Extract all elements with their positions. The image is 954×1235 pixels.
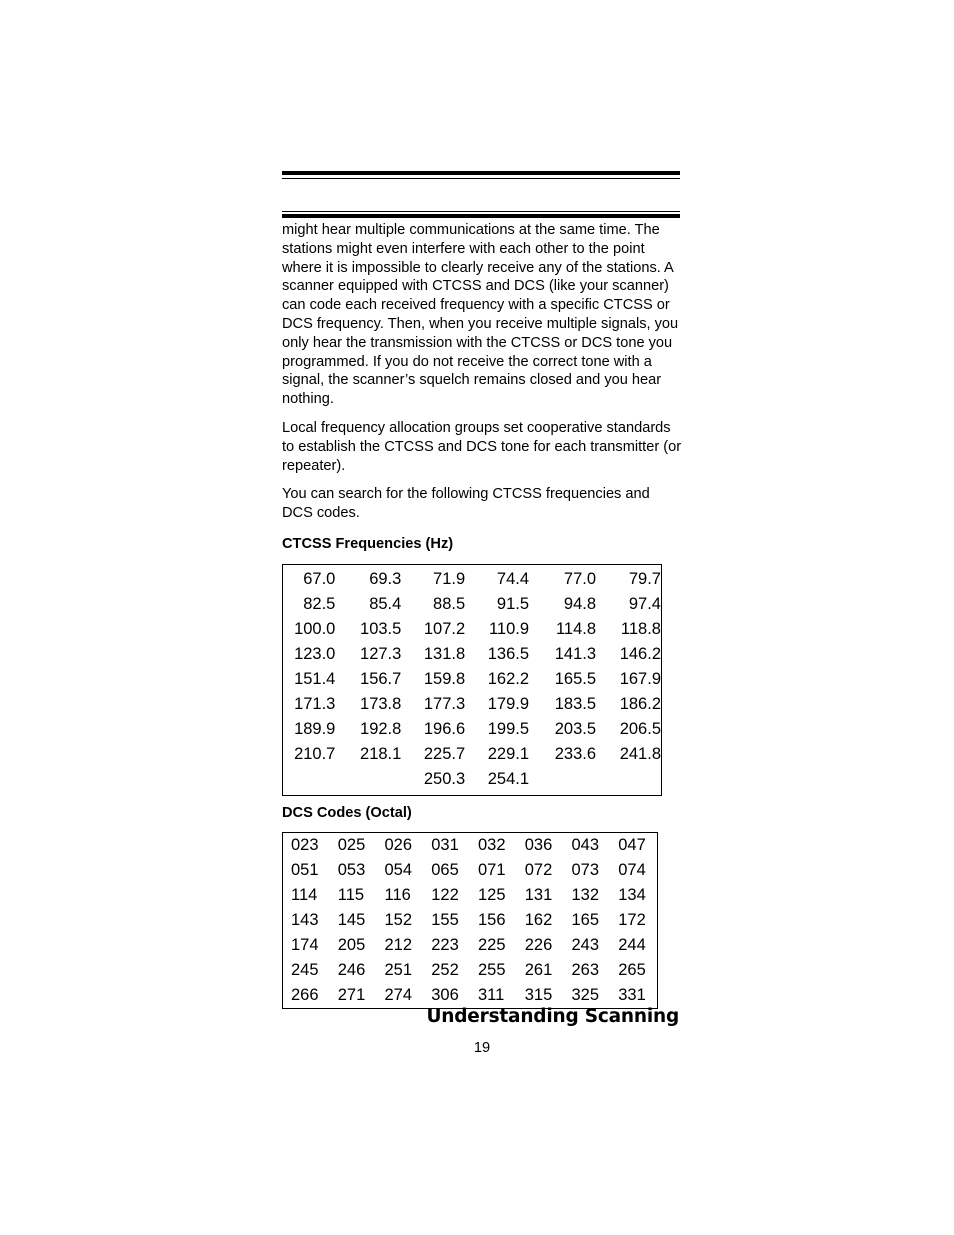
table-row	[283, 883, 658, 908]
table-cell: 172	[618, 910, 646, 929]
table-cell: 97.4	[628, 594, 661, 613]
table-cell: 271	[337, 985, 366, 1004]
table-cell: 026	[384, 835, 413, 854]
table-cell: 165.5	[554, 669, 597, 688]
page-number: 19	[473, 1040, 491, 1056]
table-row	[283, 717, 662, 742]
table-cell: 141.3	[554, 644, 597, 663]
table-row	[283, 767, 662, 796]
table-row	[283, 832, 658, 858]
table-cell: 251	[384, 960, 413, 979]
table-cell: 131.8	[423, 644, 466, 663]
table-cell: 047	[618, 835, 646, 854]
table-cell: 255	[478, 960, 506, 979]
table-cell: 173.8	[360, 694, 402, 713]
header-rule-thick-top	[282, 171, 680, 175]
table-cell: 174	[291, 935, 319, 954]
table-cell: 025	[337, 835, 366, 854]
table-cell: 218.1	[360, 744, 402, 763]
table-cell: 053	[337, 860, 366, 879]
table-cell: 212	[384, 935, 413, 954]
table-cell: 254.1	[487, 769, 530, 788]
page-body	[282, 221, 682, 1009]
table-cell: 233.6	[554, 744, 597, 763]
table-cell: 241.8	[619, 744, 661, 763]
table-cell: 123.0	[294, 644, 336, 663]
table-cell: 116	[384, 885, 411, 904]
table-cell: 77.0	[563, 569, 597, 588]
table-row	[283, 908, 658, 933]
table-cell: 189.9	[294, 719, 336, 738]
table-cell: 192.8	[360, 719, 402, 738]
table-cell: 143	[291, 910, 319, 929]
table-cell: 136.5	[487, 644, 530, 663]
table-cell: 165	[571, 910, 600, 929]
table-cell: 162	[524, 910, 553, 929]
table-cell: 331	[618, 985, 646, 1004]
table-cell: 071	[478, 860, 506, 879]
table-row	[283, 617, 662, 642]
dcs-code-table	[282, 832, 658, 1009]
dcs-heading: DCS Codes (Octal)	[282, 804, 412, 821]
table-cell: 243	[571, 935, 600, 954]
table-cell: 203.5	[554, 719, 597, 738]
table-cell: 226	[524, 935, 553, 954]
table-cell	[529, 767, 596, 796]
table-cell: 118.8	[620, 619, 661, 638]
table-cell: 065	[431, 860, 459, 879]
table-cell: 072	[524, 860, 553, 879]
table-cell: 71.9	[433, 569, 466, 588]
table-cell: 179.9	[487, 694, 530, 713]
table-cell: 103.5	[360, 619, 402, 638]
table-cell: 325	[571, 985, 600, 1004]
table-cell: 274	[384, 985, 413, 1004]
table-row	[283, 667, 662, 692]
table-cell: 250.3	[423, 769, 466, 788]
table-cell: 245	[291, 960, 319, 979]
table-cell: 100.0	[294, 619, 336, 638]
table-cell: 156	[478, 910, 506, 929]
table-cell: 032	[478, 835, 506, 854]
table-cell: 206.5	[619, 719, 661, 738]
table-cell: 91.5	[496, 594, 530, 613]
table-cell: 252	[431, 960, 459, 979]
table-cell: 110.9	[488, 619, 530, 638]
table-cell: 127.3	[360, 644, 402, 663]
table-row	[283, 983, 658, 1009]
body-paragraph: might hear multiple communications at the same time. The stations might even interfere with each other to the point where it is impossible to clearly receive any of the stations. A scanner equipped with CTCSS and DCS (like your scanner) can code each received frequency with a specific CTCSS or DCS frequency. Then, when you receive multiple signals, you only hear the transmission with the CTCSS or DCS tone you programmed. If you do not receive the correct tone with a signal, the scanner’s squelch remains closed and you hear nothing.	[282, 222, 679, 408]
table-cell: 205	[337, 935, 366, 954]
table-row	[283, 742, 662, 767]
table-cell: 199.5	[487, 719, 530, 738]
table-cell: 94.8	[563, 594, 597, 613]
table-cell: 265	[618, 960, 646, 979]
table-row	[283, 592, 662, 617]
table-cell: 151.4	[294, 669, 336, 688]
table-cell: 043	[571, 835, 600, 854]
table-cell: 311	[478, 985, 505, 1004]
table-cell: 023	[291, 835, 319, 854]
ctcss-heading: CTCSS Frequencies (Hz)	[282, 535, 454, 552]
table-cell: 031	[431, 835, 459, 854]
table-row	[283, 958, 658, 983]
table-cell	[335, 767, 401, 796]
table-cell: 162.2	[487, 669, 530, 688]
table-cell: 244	[618, 935, 646, 954]
table-cell: 79.7	[628, 569, 661, 588]
table-cell: 261	[524, 960, 553, 979]
table-cell: 167.9	[619, 669, 661, 688]
table-cell: 225	[478, 935, 506, 954]
table-cell: 266	[291, 985, 319, 1004]
header-rule-thin-bottom	[282, 211, 680, 212]
table-cell: 125	[478, 885, 506, 904]
table-cell: 210.7	[294, 744, 336, 763]
table-cell: 171.3	[294, 694, 336, 713]
table-cell: 073	[571, 860, 600, 879]
table-cell: 69.3	[369, 569, 402, 588]
table-cell: 74.4	[496, 569, 530, 588]
table-cell: 131	[524, 885, 553, 904]
table-cell: 263	[571, 960, 600, 979]
table-cell: 156.7	[360, 669, 402, 688]
table-cell: 114.8	[555, 619, 597, 638]
table-cell: 223	[431, 935, 459, 954]
table-cell: 177.3	[423, 694, 466, 713]
table-row	[283, 642, 662, 667]
table-cell: 315	[524, 985, 553, 1004]
table-cell: 132	[571, 885, 600, 904]
table-cell: 82.5	[303, 594, 336, 613]
table-cell: 183.5	[554, 694, 597, 713]
table-row	[283, 933, 658, 958]
table-row	[283, 858, 658, 883]
table-cell: 67.0	[303, 569, 336, 588]
table-cell	[596, 767, 661, 796]
table-cell: 036	[524, 835, 553, 854]
body-paragraph: You can search for the following CTCSS frequencies and DCS codes.	[282, 486, 650, 522]
table-cell: 115	[337, 885, 365, 904]
body-paragraph: Local frequency allocation groups set cooperative standards to establish the CTCSS and DCS tone for each transmitter (or repeater).	[282, 419, 682, 474]
table-cell: 229.1	[487, 744, 530, 763]
table-cell: 107.2	[423, 619, 466, 638]
table-row	[283, 692, 662, 717]
section-title: Understanding Scanning	[426, 1006, 679, 1027]
table-cell	[283, 767, 336, 796]
ctcss-frequency-table	[282, 564, 662, 796]
table-cell: 186.2	[619, 694, 661, 713]
table-cell: 114	[291, 885, 318, 904]
table-cell: 155	[431, 910, 459, 929]
table-cell: 225.7	[423, 744, 466, 763]
table-cell: 159.8	[423, 669, 466, 688]
table-cell: 306	[431, 985, 459, 1004]
table-cell: 196.6	[423, 719, 466, 738]
table-row	[283, 564, 662, 592]
table-cell: 88.5	[433, 594, 466, 613]
table-cell: 152	[384, 910, 413, 929]
table-cell: 246	[337, 960, 366, 979]
header-rule-thick-bottom	[282, 214, 680, 218]
header-rule-thin-top	[282, 178, 680, 179]
table-cell: 85.4	[369, 594, 402, 613]
table-cell: 122	[431, 885, 459, 904]
table-cell: 051	[291, 860, 319, 879]
table-cell: 054	[384, 860, 413, 879]
table-cell: 145	[337, 910, 366, 929]
table-cell: 074	[618, 860, 646, 879]
table-cell: 146.2	[619, 644, 661, 663]
table-cell: 134	[618, 885, 646, 904]
